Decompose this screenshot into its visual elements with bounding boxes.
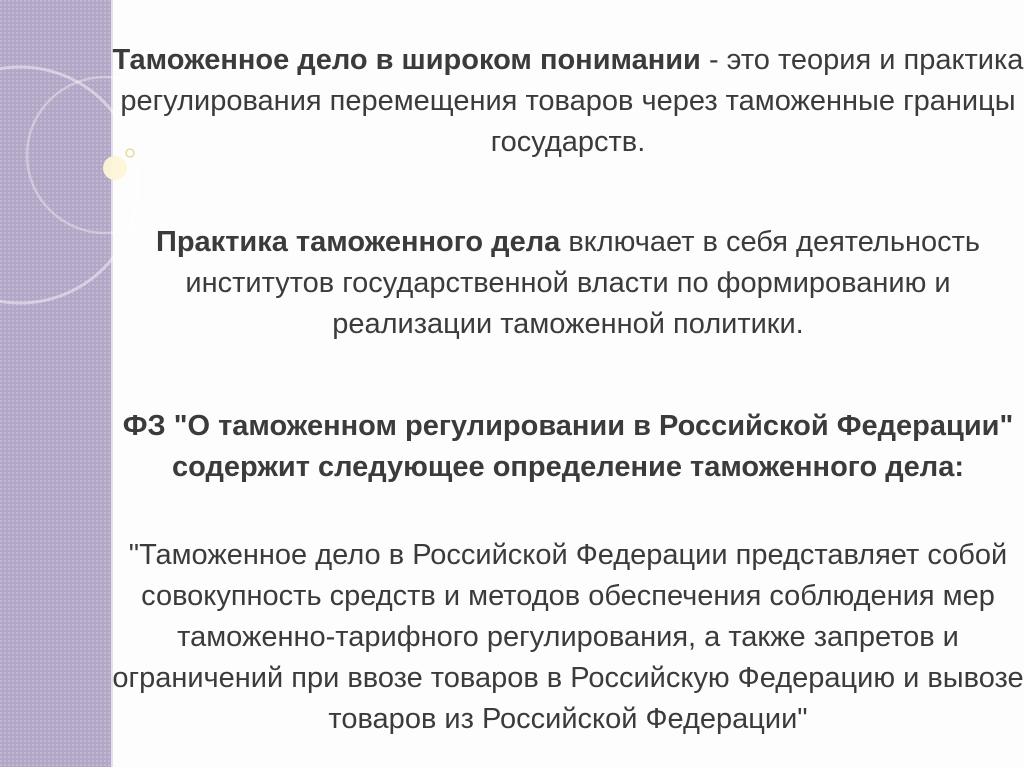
term-practice: Практика таможенного дела bbox=[156, 226, 561, 258]
text-practice: включает в себя деятельность институтов государственной власти по формированию и реализации таможенной политики. bbox=[185, 226, 980, 340]
paragraph-law-heading: ФЗ "О таможенном регулировании в Российской Федерации" содержит следующее определение таможенного дела: bbox=[122, 410, 1014, 483]
side-band bbox=[0, 0, 112, 767]
term-broad-definition: Таможенное дело в широком понимании bbox=[112, 44, 701, 76]
text-broad-definition: - это теория и практика регулирования перемещения товаров через таможенные границы государств. bbox=[120, 44, 1024, 158]
paragraph-law-quote: "Таможенное дело в Российской Федерации представляет собой совокупность средств и методов обеспечения соблюдения мер таможенно-тарифного регулирования, а также запретов и ограничений при ввозе товаров в Российскую Федерацию и вывозе товаров из Российской Федерации" bbox=[112, 539, 1024, 735]
paragraph-practice bbox=[112, 222, 1024, 345]
slide-content bbox=[112, 0, 1024, 767]
paragraph-broad-definition bbox=[112, 40, 1024, 163]
